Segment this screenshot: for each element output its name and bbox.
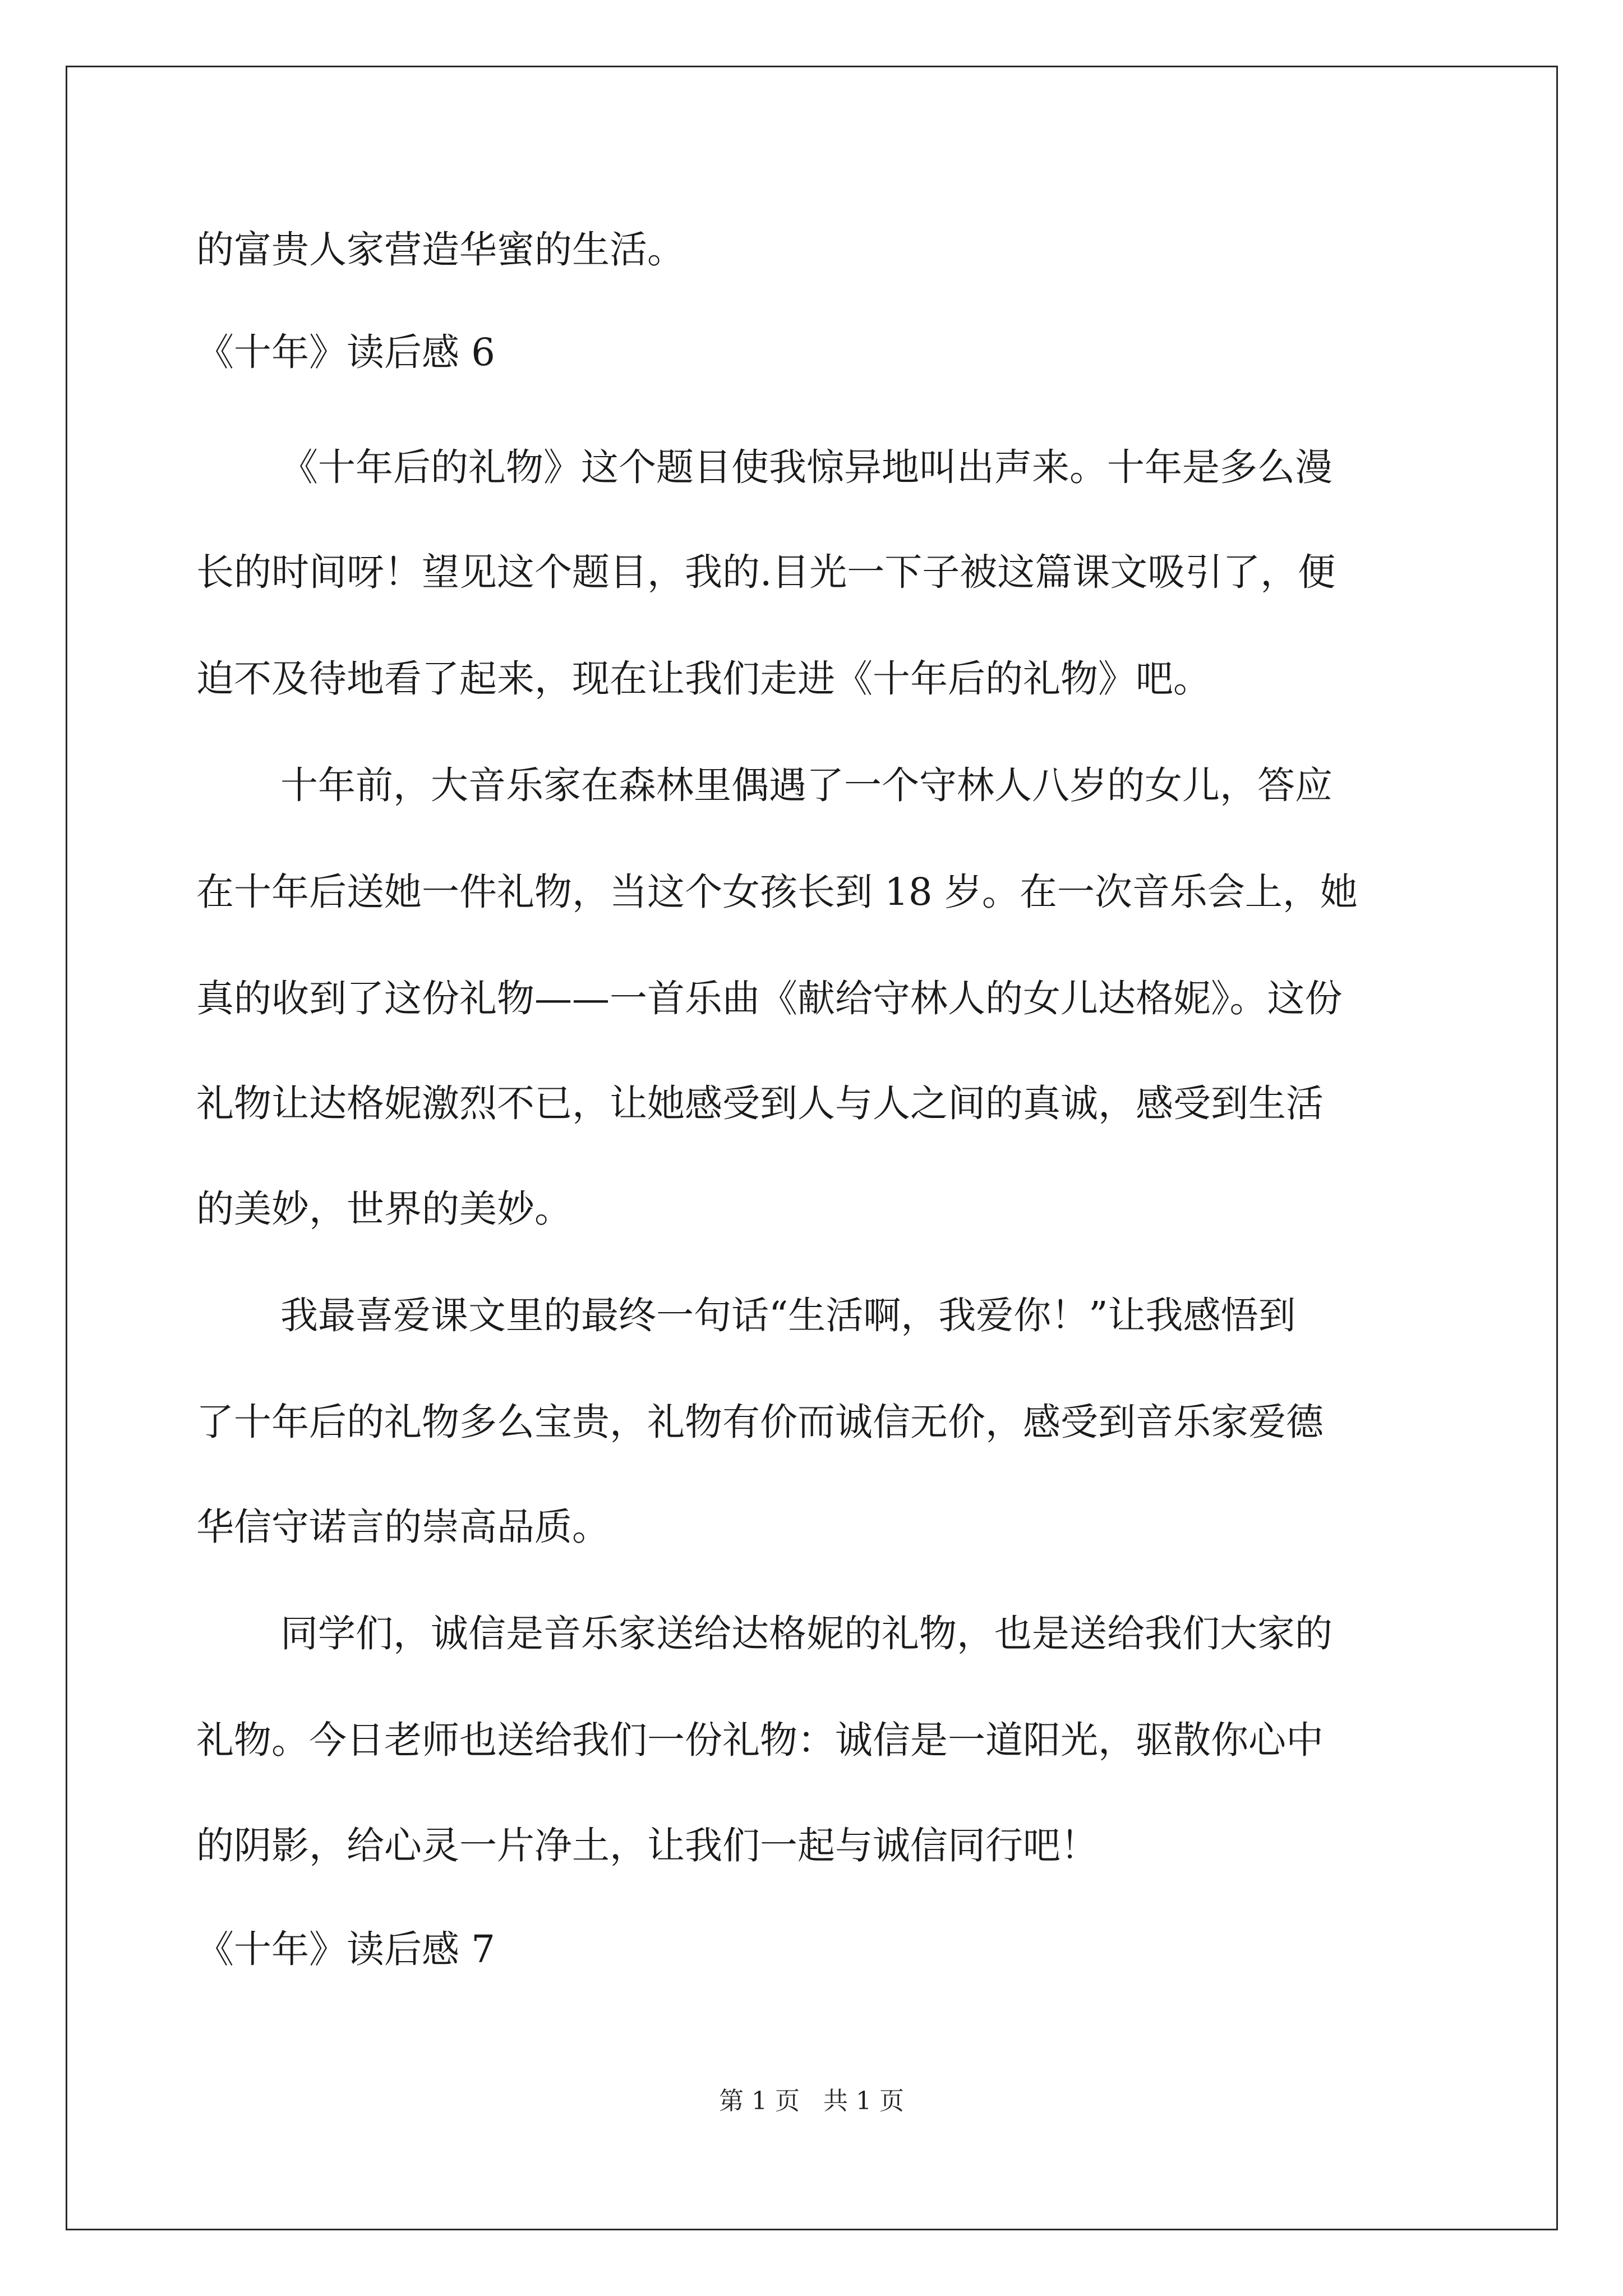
page-border <box>66 66 1558 2230</box>
page-total: 共 1 页 <box>823 2087 904 2115</box>
paragraph-line: 真的收到了这份礼物——一首乐曲《献给守林人的女儿达格妮》。这份 <box>196 977 1343 1020</box>
paragraph-line: 长的时间呀！望见这个题目，我的.目光一下子被这篇课文吸引了，便 <box>196 550 1336 594</box>
paragraph-line: 在十年后送她一件礼物，当这个女孩长到 18 岁。在一次音乐会上，她 <box>196 870 1358 914</box>
paragraph-line: 的富贵人家营造华蜜的生活。 <box>196 228 685 272</box>
paragraph-line: 华信守诺言的崇高品质。 <box>196 1505 610 1549</box>
paragraph-line: 迫不及待地看了起来，现在让我们走进《十年后的礼物》吧。 <box>196 657 1211 701</box>
paragraph-line: 礼物让达格妮激烈不已，让她感受到人与人之间的真诚，感受到生活 <box>196 1082 1324 1125</box>
page-number: 第 1 页 <box>719 2087 800 2115</box>
page-footer <box>0 2085 1623 2118</box>
paragraph-line: 十年前，大音乐家在森林里偶遇了一个守林人八岁的女儿，答应 <box>280 763 1332 807</box>
paragraph-line: 了十年后的礼物多么宝贵，礼物有价而诚信无价，感受到音乐家爱德 <box>196 1400 1324 1444</box>
paragraph-line: 同学们，诚信是音乐家送给达格妮的礼物，也是送给我们大家的 <box>280 1612 1332 1655</box>
paragraph-line: 我最喜爱课文里的最终一句话“生活啊，我爱你！”让我感悟到 <box>280 1294 1296 1337</box>
paragraph-line: 的美妙，世界的美妙。 <box>196 1187 572 1231</box>
section-heading: 《十年》读后感 7 <box>196 1927 495 1971</box>
paragraph-line: 《十年后的礼物》这个题目使我惊异地叫出声来。十年是多么漫 <box>280 445 1332 489</box>
section-heading: 《十年》读后感 6 <box>196 330 495 374</box>
paragraph-line: 礼物。今日老师也送给我们一份礼物：诚信是一道阳光，驱散你心中 <box>196 1718 1324 1762</box>
paragraph-line: 的阴影，给心灵一片净土，让我们一起与诚信同行吧！ <box>196 1824 1098 1867</box>
